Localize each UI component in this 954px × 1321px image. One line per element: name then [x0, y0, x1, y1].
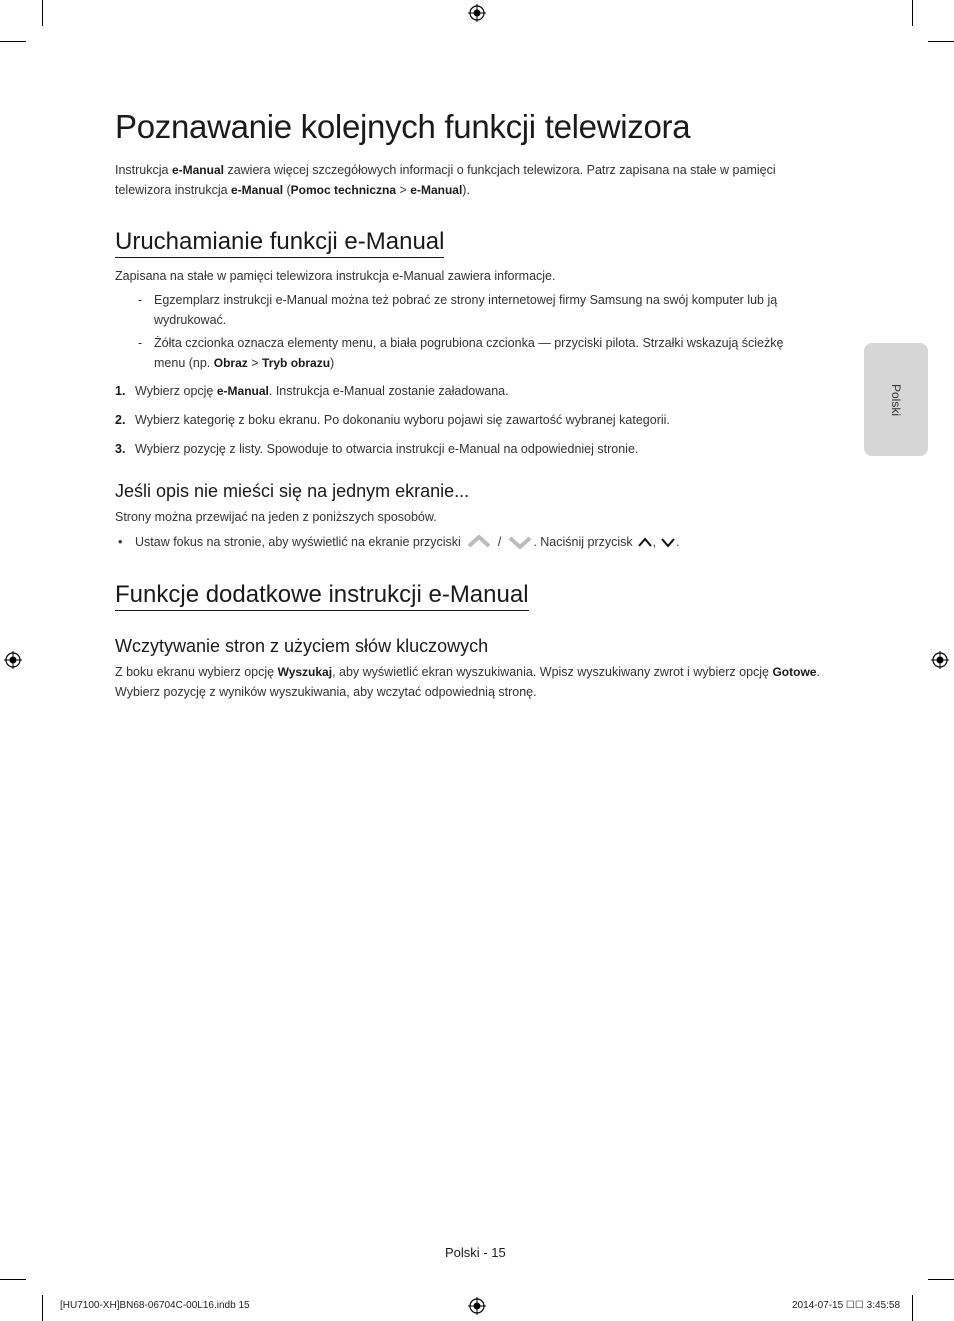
- search-text: Wybierz pozycję z wyników wyszukiwania, aby wczytać odpowiednią stronę.: [115, 685, 537, 699]
- chevron-down-icon: [660, 536, 676, 548]
- language-tab-label: Polski: [889, 383, 903, 416]
- crop-mark: [928, 41, 954, 42]
- crop-mark: [0, 1279, 26, 1280]
- option-name: Gotowe: [772, 665, 817, 679]
- menu-path-item: Obraz: [213, 356, 248, 370]
- search-text: Z boku ekranu wybierz opcję: [115, 665, 278, 679]
- footer-date: 2014-07-15 ☐☐ 3:45:58: [792, 1300, 901, 1311]
- subsection-heading: Jeśli opis nie mieści się na jednym ekranie...: [115, 481, 470, 501]
- intro-bold: Pomoc techniczna: [290, 183, 397, 197]
- note-text: >: [247, 356, 263, 370]
- search-text: , aby wyświetlić ekran wyszukiwania. Wpisz wyszukiwany zwrot i wybierz opcję: [332, 665, 773, 679]
- intro-text: telewizora instrukcja: [115, 183, 232, 197]
- step-text: Wybierz kategorię z boku ekranu. Po dokonaniu wyboru pojawi się zawartość wybranej kategorii.: [135, 413, 670, 427]
- footer-file: [HU7100-XH]BN68-06704C-00L16.indb 15: [60, 1300, 250, 1311]
- note-text: Żółta czcionka oznacza elementy menu, a biała pogrubiona czcionka — przyciski pilota. Strzałki wskazują ścieżkę: [154, 336, 784, 350]
- intro-bold: e-Manual: [171, 163, 224, 177]
- section-description: Zapisana na stałe w pamięci telewizora instrukcja e-Manual zawiera informacje.: [115, 269, 556, 283]
- note-item: [154, 333, 844, 373]
- crop-mark: [928, 1279, 954, 1280]
- bullet-text: Ustaw fokus na stronie, aby wyświetlić na ekranie przyciski: [135, 535, 461, 549]
- step-number: 2.: [115, 413, 126, 427]
- note-text: menu (np.: [154, 356, 214, 370]
- intro-text: zawiera więcej szczegółowych informacji o funkcjach telewizora. Patrz zapisana na stałe w pamięci: [223, 163, 776, 177]
- page-number: Polski - 15: [445, 1245, 506, 1260]
- registration-mark-icon: [468, 4, 486, 22]
- intro-text: ).: [462, 183, 470, 197]
- scroll-up-icon: [466, 534, 492, 550]
- section-heading: Uruchamianie funkcji e-Manual: [115, 228, 444, 258]
- registration-mark-icon: [468, 1297, 486, 1315]
- intro-bold: e-Manual: [410, 183, 463, 197]
- bullet-item: [135, 532, 680, 552]
- crop-mark: [42, 0, 43, 26]
- intro-text: (: [283, 183, 291, 197]
- crop-mark: [42, 1295, 43, 1321]
- language-tab: [864, 343, 928, 456]
- crop-mark: [912, 1295, 913, 1321]
- slash: /: [497, 535, 502, 549]
- step-number: 3.: [115, 442, 126, 456]
- period: .: [676, 535, 680, 549]
- comma: ,: [652, 535, 657, 549]
- search-paragraph: [115, 662, 855, 702]
- step-text: Wybierz pozycję z listy. Spowoduje to otwarcia instrukcji e-Manual na odpowiedniej stronie.: [135, 442, 639, 456]
- step-text: [135, 381, 509, 401]
- note-text: ): [330, 356, 335, 370]
- note-text: Egzemplarz instrukcji e-Manual można też pobrać ze strony internetowej firmy Samsung na swój komputer lub ją: [154, 293, 778, 307]
- note-dash: -: [138, 336, 143, 350]
- page-title: Poznawanie kolejnych funkcji telewizora: [115, 108, 691, 145]
- intro-text: Instrukcja: [115, 163, 172, 177]
- option-name: Wyszukaj: [277, 665, 333, 679]
- note-item: [154, 290, 844, 330]
- subsection-heading: Wczytywanie stron z użyciem słów kluczowych: [115, 636, 489, 656]
- step-number: 1.: [115, 384, 126, 398]
- section-heading: Funkcje dodatkowe instrukcji e-Manual: [115, 581, 529, 611]
- registration-mark-icon: [4, 651, 22, 669]
- subsection-description: Strony można przewijać na jeden z poniższych sposobów.: [115, 510, 437, 524]
- step-text-part: . Instrukcja e-Manual zostanie załadowana.: [268, 384, 509, 398]
- crop-mark: [912, 0, 913, 26]
- step-bold: e-Manual: [216, 384, 269, 398]
- bullet-mark: •: [118, 535, 123, 549]
- intro-paragraph: [115, 160, 855, 200]
- note-text: wydrukować.: [154, 313, 227, 327]
- menu-path-item: Tryb obrazu: [262, 356, 331, 370]
- chevron-up-icon: [637, 536, 653, 548]
- note-dash: -: [138, 293, 143, 307]
- step-text-part: Wybierz opcję: [135, 384, 217, 398]
- intro-bold: e-Manual: [231, 183, 284, 197]
- registration-mark-icon: [931, 651, 949, 669]
- scroll-down-icon: [507, 534, 533, 550]
- crop-mark: [0, 41, 26, 42]
- intro-text: >: [396, 183, 411, 197]
- bullet-text: . Naciśnij przycisk: [533, 535, 633, 549]
- search-text: .: [816, 665, 820, 679]
